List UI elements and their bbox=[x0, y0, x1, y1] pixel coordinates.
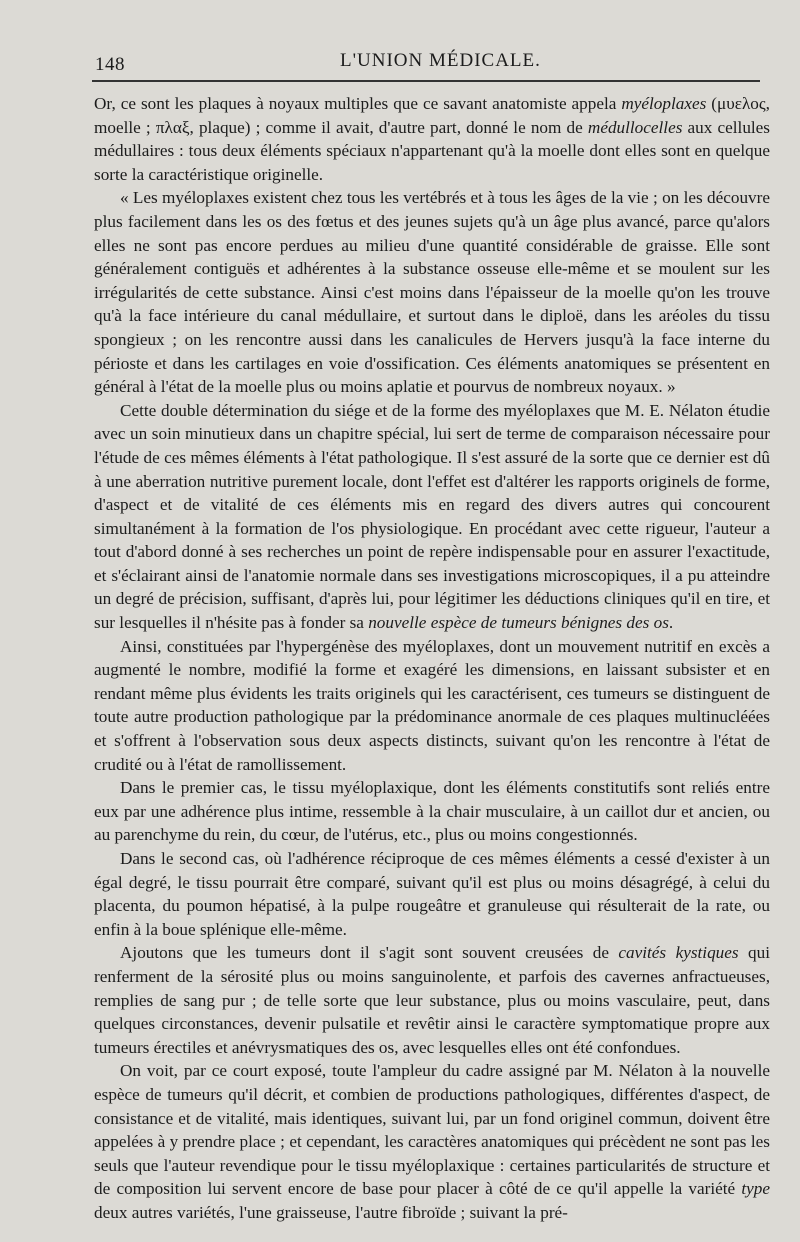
paragraph bbox=[94, 941, 770, 1059]
page-header bbox=[95, 48, 755, 78]
running-title: L'UNION MÉDICALE. bbox=[340, 50, 541, 71]
italic-term: médullocelles bbox=[587, 117, 683, 137]
body-text bbox=[94, 92, 770, 1225]
paragraph bbox=[94, 635, 770, 777]
italic-term: cavités kystiques bbox=[618, 943, 739, 963]
paragraph bbox=[94, 776, 770, 847]
text-run: Or, ce sont les plaques à noyaux multiples que ce savant anatomiste appela bbox=[94, 94, 622, 113]
text-run: Dans le second cas, où l'adhérence réciproque de ces mêmes éléments a cessé d'exister à un égal degré, le tissu pourrait être comparé, suivant qu'il est plus ou moins désagrégé, à celui du placenta, du poumon hépatisé, à la pulpe rougeâtre et granuleuse qui résulterait de la rate, ou enfin à la boue splénique elle-même. bbox=[94, 849, 770, 939]
italic-term: type bbox=[741, 1179, 770, 1199]
text-run: « Les myéloplaxes existent chez tous les vertébrés et à tous les âges de la vie ; on les découvre plus facilement dans les os des fœtus et des jeunes sujets qu'à un âge plus avancé, parce qu'alors elles ne sont pas encore perdues au milieu d'une quantité considérable de graisse. Elle sont généralement contiguës et adhérentes à la substance osseuse elle-même et se moulent sur les irrégularités de cette substance. Ainsi c'est moins dans l'épaisseur de la moelle qu'on les trouve qu'à la face intérieure du canal médullaire, et surtout dans le diploë, dans les aréoles du tissu spongieux ; on les rencontre aussi dans les canalicules de Hervers jusqu'à la face interne du périoste et dans les cartilages en voie d'ossification. Ces éléments anatomiques se présentent en général à l'état de la moelle plus ou moins aplatie et pourvus de nombreux noyaux. » bbox=[94, 188, 770, 397]
text-run: (μυελος, moelle ; πλαξ, plaque) ; comme il avait, d'autre part, donné le nom de bbox=[94, 94, 770, 137]
page-number: 148 bbox=[95, 54, 125, 75]
text-run: deux autres variétés, l'une graisseuse, l'autre fibroïde ; suivant la pré- bbox=[94, 1202, 568, 1222]
paragraph bbox=[94, 847, 770, 941]
italic-term: nouvelle espèce de tumeurs bénignes des os bbox=[368, 613, 669, 633]
text-run: On voit, par ce court exposé, toute l'ampleur du cadre assigné par M. Nélaton à la nouvelle espèce de tumeurs qu'il décrit, et combien de productions pathologiques, différentes d'aspect, de consistance et de vitalité, mais identiques, suivant lui, par un fond originel commun, doivent être appelées à y prendre place ; et cependant, les caractères anatomiques qui précèdent ne sont pas les seuls que l'auteur revendique pour le tissu myéloplaxique : certaines particularités de structure et de composition lui servent encore de base pour placer à côté de ce qu'il appelle la variété bbox=[94, 1061, 770, 1199]
paragraph bbox=[94, 1059, 770, 1224]
text-run: qui renferment de la sérosité plus ou moins sanguinolente, et parfois des cavernes anfractueuses, remplies de sang pur ; de telle sorte que leur substance, plus ou moins vasculaire, peut, dans quelques circonstances, devenir pulsatile et revêtir ainsi le caractère symptomatique propre aux tumeurs érectiles et anévrysmatiques des os, avec lesquelles elles ont été confondues. bbox=[94, 943, 770, 1057]
paragraph bbox=[94, 92, 770, 186]
text-run: Ainsi, constituées par l'hypergénèse des myéloplaxes, dont un mouvement nutritif en excès a augmenté le nombre, modifié la forme et exagéré les dimensions, en laissant subsister et en rendant même plus évidents les traits originels qui les caractérisent, ces tumeurs se distinguent de toute autre production pathologique par la prédominance anormale de ces plaques multinucléées et s'offrent à l'observation sous deux aspects distincts, suivant qu'on les rencontre à l'état de crudité ou à l'état de ramollissement. bbox=[94, 636, 770, 774]
italic-term: myéloplaxes bbox=[621, 94, 707, 113]
paragraph bbox=[94, 186, 770, 398]
paragraph bbox=[94, 399, 770, 635]
header-rule bbox=[92, 80, 760, 82]
text-run: aux cellules médullaires : tous deux éléments spéciaux n'appartenant qu'à la moelle dont elles sont en quelque sorte la caractéristique originelle. bbox=[94, 117, 770, 184]
text-run: Cette double détermination du siége et de la forme des myéloplaxes que M. E. Nélaton étudie avec un soin minutieux dans un chapitre spécial, lui sert de terme de comparaison nécessaire pour l'étude de ces mêmes éléments à l'état pathologique. Il s'est assuré de la sorte que ce dernier est dû à une aberration nutritive purement locale, dont l'effet est d'altérer les rapports originels de forme, d'aspect et de vitalité de ces éléments mis en regard des divers autres qui concourent simultanément à la formation de l'os physiologique. En procédant avec cette rigueur, l'auteur a tout d'abord donné à ses recherches un point de repère indispensable pour en assurer l'exactitude, et s'éclairant ainsi de l'anatomie normale dans ses investigations microscopiques, il a pu atteindre un degré de précision, suffisant, d'après lui, pour légitimer les déductions cliniques qu'il en tire, et sur lesquelles il n'hésite pas à fonder sa bbox=[94, 400, 770, 633]
text-run: . bbox=[668, 613, 674, 633]
text-run: Dans le premier cas, le tissu myéloplaxique, dont les éléments constitutifs sont reliés entre eux par une adhérence plus intime, ressemble à la chair musculaire, à un caillot dur et ancien, ou au parenchyme du rein, du cœur, de l'utérus, etc., plus ou moins congestionnés. bbox=[94, 778, 770, 845]
text-run: Ajoutons que les tumeurs dont il s'agit sont souvent creusées de bbox=[120, 943, 619, 963]
